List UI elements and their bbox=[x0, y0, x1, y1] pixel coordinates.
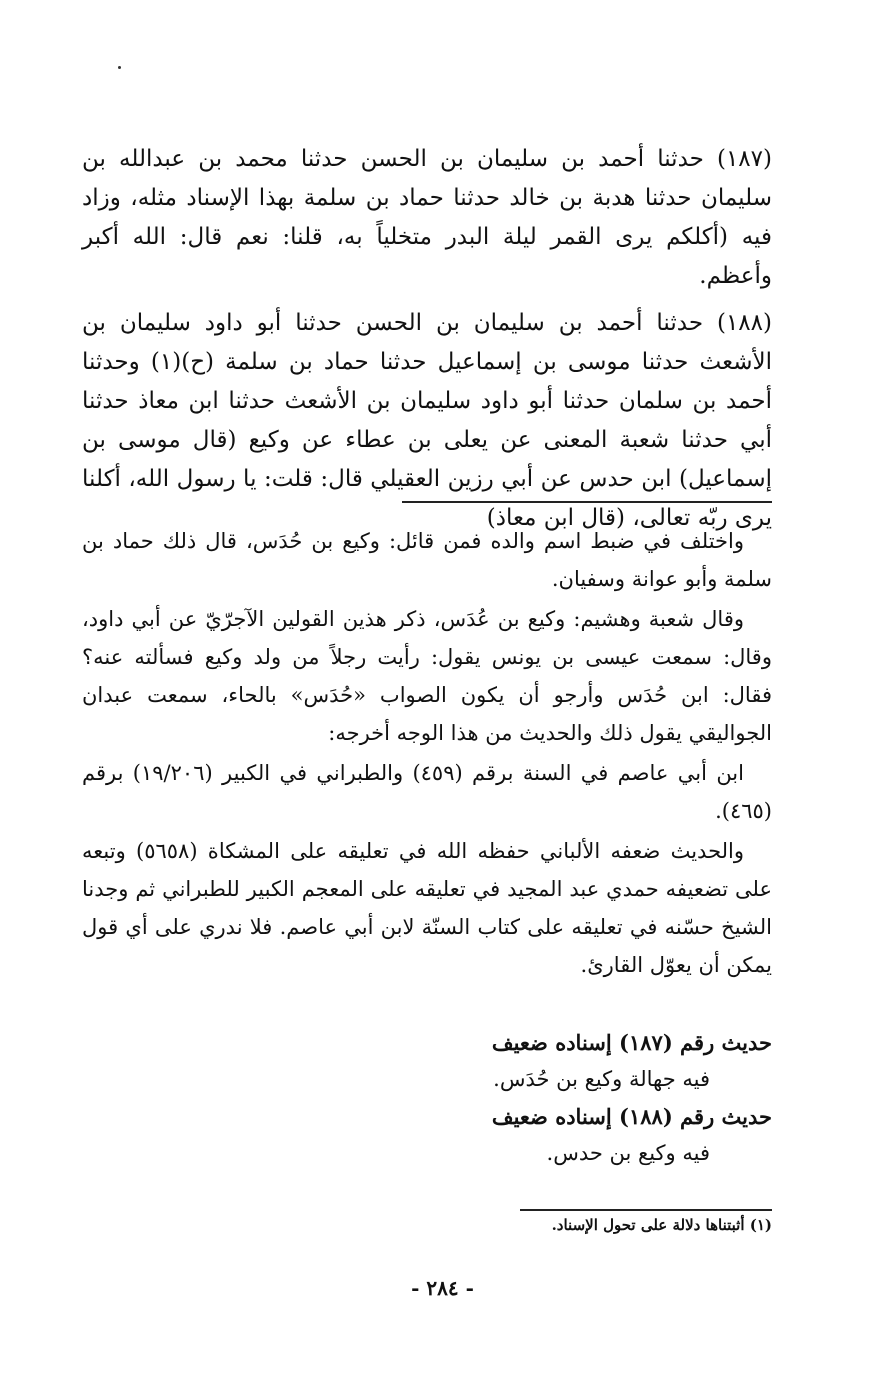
verdict-heading: حديث رقم (١٨٨) إسناده ضعيف bbox=[491, 1104, 772, 1129]
verdict-body: فيه وكيع بن حدس. bbox=[546, 1141, 710, 1165]
hadith-188: (١٨٨) حدثنا أحمد بن سليمان بن الحسن حدثنا أبو داود سليمان بن الأشعث حدثنا موسى بن إسماعيل حدثنا حماد بن سلمة (ح)(١) وحدثنا أحمد بن سلمان حدثنا أبو داود سليمان بن الأشعث حدثنا ابن معاذ حدثنا أبي حدثنا شعبة المعنى عن يعلى بن عطاء عن وكيع (قال موسى بن إسماعيل) ابن حدس عن أبي رزين العقيلي قال: قلت: يا رسول الله، أكلنا يرى ربّه تعالى، (قال ابن معاذ) bbox=[82, 310, 772, 531]
hadith-187: (١٨٧) حدثنا أحمد بن سليمان بن الحسن حدثنا محمد بن عبدالله بن سليمان حدثنا هدبة بن خالد حدثنا حماد بن سلمة بهذا الإسناد مثله، وزاد فيه (أكلكم يرى القمر ليلة البدر متخلياً به، قلنا: نعم قال: الله أكبر وأعظم. bbox=[82, 146, 772, 289]
footnote-block bbox=[82, 1214, 772, 1236]
stray-mark bbox=[118, 66, 121, 69]
note-paragraph: وقال شعبة وهشيم: وكيع بن عُدَس، ذكر هذين القولين الآجرّيّ عن أبي داود، وقال: سمعت عيسى بن يونس يقول: رأيت رجلاً من ولد وكيع فسألته عنه؟ فقال: ابن حُدَس وأرجو أن يكون الصواب «حُدَس» بالحاء، سمعت عبدان الجواليقي يقول ذلك والحديث من هذا الوجه أخرجه: bbox=[82, 607, 772, 745]
verdicts-block bbox=[82, 1024, 772, 1172]
footnote: (١) أثبتناها دلالة على تحول الإسناد. bbox=[551, 1216, 772, 1234]
footnote-separator bbox=[402, 501, 772, 503]
verdict-body: فيه جهالة وكيع بن حُدَس. bbox=[493, 1067, 710, 1091]
footnote-rule bbox=[520, 1209, 772, 1211]
main-text-block bbox=[82, 140, 772, 538]
page-number: - ٢٨٤ - bbox=[411, 1276, 474, 1300]
notes-block bbox=[82, 522, 772, 986]
note-paragraph: واختلف في ضبط اسم والده فمن قائل: وكيع بن حُدَس، قال ذلك حماد بن سلمة وأبو عوانة وسفيان. bbox=[82, 529, 772, 591]
verdict-heading: حديث رقم (١٨٧) إسناده ضعيف bbox=[491, 1030, 772, 1055]
note-paragraph: ابن أبي عاصم في السنة برقم (٤٥٩) والطبراني في الكبير (١٩/٢٠٦) برقم (٤٦٥). bbox=[82, 761, 772, 823]
note-paragraph: والحديث ضعفه الألباني حفظه الله في تعليقه على المشكاة (٥٦٥٨) وتبعه على تضعيفه حمدي عبد المجيد في تعليقه على المعجم الكبير للطبراني ثم وجدنا الشيخ حسّنه في تعليقه على كتاب السنّة لابن أبي عاصم. فلا ندري على أي قول يمكن أن يعوّل القارئ. bbox=[82, 839, 772, 977]
